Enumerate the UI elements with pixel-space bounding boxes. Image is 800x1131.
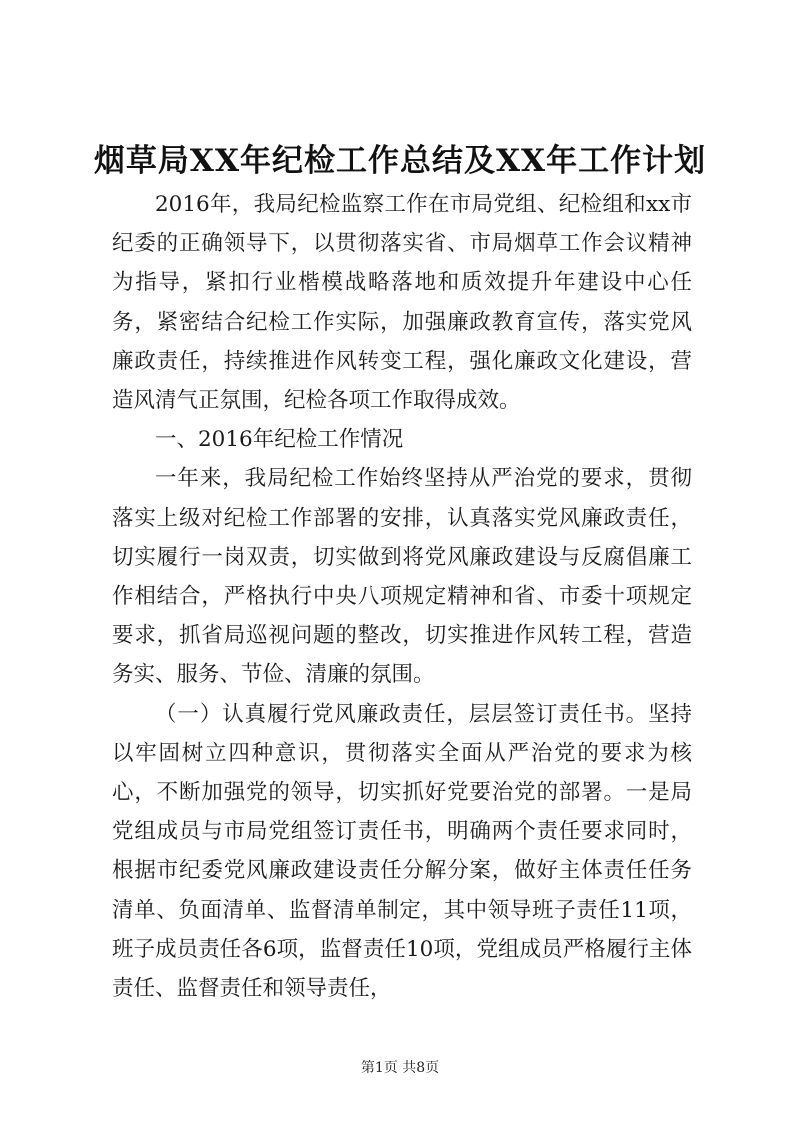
paragraph-item-1: （一）认真履行党风廉政责任，层层签订责任书。坚持以牢固树立四种意识，贯彻落实全面从严治党的要求为核心，不断加强党的领导，切实抓好党要治党的部署。一是局党组成员与市局党组签订责任书，明确两个责任要求同时，根据市纪委党风廉政建设责任分解分案，做好主体责任任务清单、负面清单、监督清单制定，其中领导班子责任11项，班子成员责任各6项，监督责任10项，党组成员严格履行主体责任、监督责任和领导责任， bbox=[112, 701, 692, 1002]
document-title: 烟草局XX年纪检工作总结及XX年工作计划 bbox=[93, 143, 707, 179]
section-heading: 一、2016年纪检工作情况 bbox=[155, 427, 404, 453]
page-number: 第1页 共8页 bbox=[360, 1060, 440, 1076]
document-body bbox=[112, 185, 692, 1008]
paragraph-intro: 2016年，我局纪检监察工作在市局党组、纪检组和xx市纪委的正确领导下，以贯彻落实省、市局烟草工作会议精神为指导，紧扣行业楷模战略落地和质效提升年建设中心任务，紧密结合纪检工作实际，加强廉政教育宣传，落实党风廉政责任，持续推进作风转变工程，强化廉政文化建设，营造风清气正氛围，纪检各项工作取得成效。 bbox=[112, 192, 692, 414]
paragraph-overview: 一年来，我局纪检工作始终坚持从严治党的要求，贯彻落实上级对纪检工作部署的安排，认真落实党风廉政责任，切实履行一岗双责，切实做到将党风廉政建设与反腐倡廉工作相结合，严格执行中央八项规定精神和省、市委十项规定要求，抓省局巡视问题的整改，切实推进作风转工程，营造务实、服务、节俭、清廉的氛围。 bbox=[112, 466, 692, 688]
